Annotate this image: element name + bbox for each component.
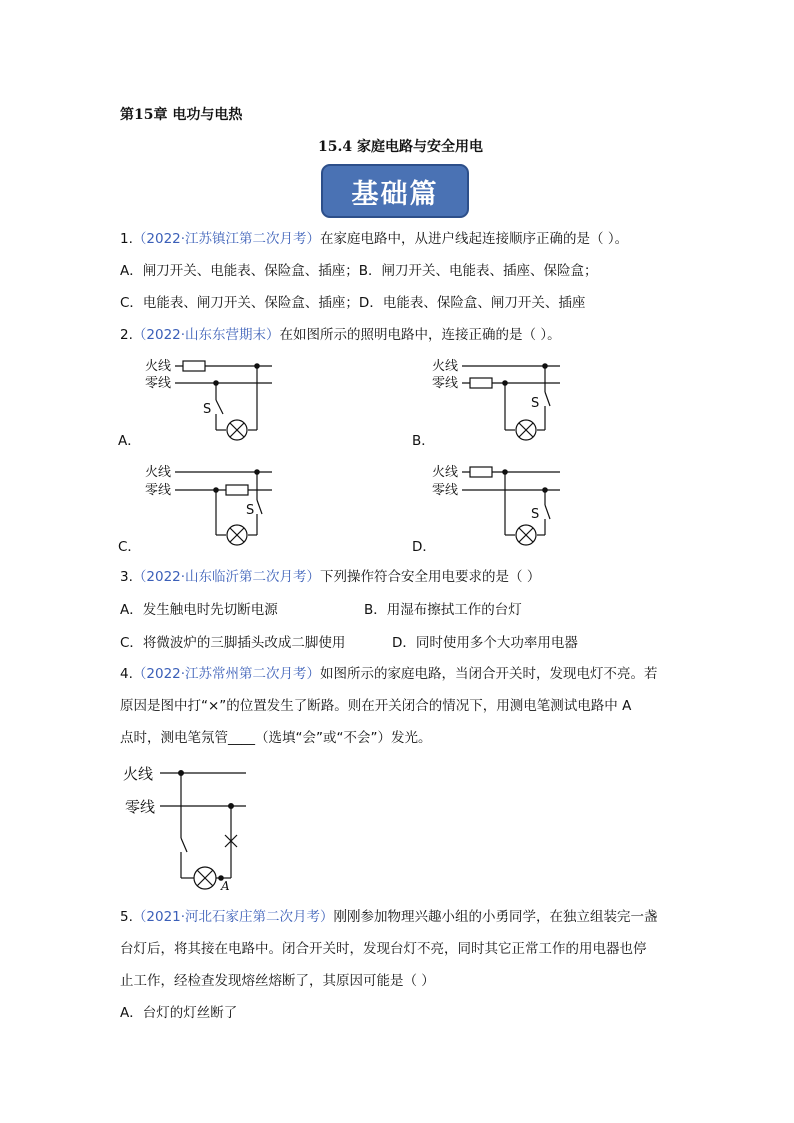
question-1-options-ab: A．闸刀开关、电能表、保险盒、插座；B．闸刀开关、电能表、插座、保险盒； <box>120 263 598 279</box>
question-5-line-3: 止工作，经检查发现熔丝熔断了，其原因可能是（ ） <box>120 973 435 989</box>
option-a-label: A． <box>118 433 141 449</box>
live-wire-label: 火线 <box>145 465 172 480</box>
question-4-line-3: 点时，测电笔氖管____（选填“会”或“不会”）发光。 <box>120 730 432 746</box>
question-number: 1. <box>120 231 133 247</box>
switch-label: S <box>531 507 540 522</box>
question-3-option-c: C．将微波炉的三脚插头改成二脚使用 <box>120 635 346 651</box>
question-source: （2021·河北石家庄第二次月考） <box>132 909 334 925</box>
chapter-title: 第15章 电功与电热 <box>120 107 243 123</box>
live-wire-label: 火线 <box>145 359 172 374</box>
live-wire-label: 火线 <box>432 465 459 480</box>
switch-label: S <box>203 402 212 417</box>
neutral-wire-label: 零线 <box>145 376 172 391</box>
circuit-diagram-d <box>462 467 560 545</box>
question-source: （2022·山东东营期末） <box>132 327 280 343</box>
option-c-label: C． <box>118 539 141 555</box>
question-4-circuit-diagram <box>160 771 246 889</box>
point-a-label: A <box>221 879 230 893</box>
option-b-label: B． <box>412 433 435 449</box>
circuit-diagram-b <box>462 364 560 440</box>
question-text: 刚刚参加物理兴趣小组的小勇同学，在独立组装完一盏 <box>333 909 658 925</box>
neutral-wire-label: 零线 <box>432 483 459 498</box>
question-5-stem <box>120 908 658 926</box>
question-3-option-d: D．同时使用多个大功率用电器 <box>392 635 578 651</box>
neutral-wire-label: 零线 <box>125 798 156 816</box>
question-text: 在家庭电路中，从进户线起连接顺序正确的是（ ）。 <box>320 231 629 247</box>
question-text: 下列操作符合安全用电要求的是（ ） <box>320 569 541 585</box>
question-source: （2022·江苏常州第二次月考） <box>132 666 321 682</box>
live-wire-label: 火线 <box>123 765 154 783</box>
question-number: 4. <box>120 666 133 682</box>
question-5-line-2: 台灯后，将其接在电路中。闭合开关时，发现台灯不亮，同时其它正常工作的用电器也停 <box>120 941 647 957</box>
question-number: 3. <box>120 569 133 585</box>
neutral-wire-label: 零线 <box>145 483 172 498</box>
question-4-line-2: 原因是图中打“×”的位置发生了断路。则在开关闭合的情况下，用测电笔测试电路中 A <box>120 698 632 714</box>
question-number: 5. <box>120 909 133 925</box>
question-source: （2022·江苏镇江第二次月考） <box>132 231 321 247</box>
question-3-stem <box>120 568 540 586</box>
question-3-option-b: B．用湿布擦拭工作的台灯 <box>364 602 522 618</box>
question-number: 2. <box>120 327 133 343</box>
circuit-diagram-a <box>175 361 272 440</box>
switch-label: S <box>246 503 255 518</box>
level-banner: 基础篇 <box>321 164 469 218</box>
live-wire-label: 火线 <box>432 359 459 374</box>
question-4-stem <box>120 665 658 683</box>
option-d-label: D． <box>412 539 436 555</box>
question-3-option-a: A．发生触电时先切断电源 <box>120 602 278 618</box>
neutral-wire-label: 零线 <box>432 376 459 391</box>
question-text: 在如图所示的照明电路中，连接正确的是（ ）。 <box>279 327 561 343</box>
section-title: 15.4 家庭电路与安全用电 <box>318 139 483 155</box>
question-source: （2022·山东临沂第二次月考） <box>132 569 321 585</box>
question-text: 如图所示的家庭电路，当闭合开关时，发现电灯不亮。若 <box>320 666 658 682</box>
circuit-diagram-c <box>175 470 272 545</box>
question-1-options-cd: C．电能表、闸刀开关、保险盒、插座；D．电能表、保险盒、闸刀开关、插座 <box>120 295 586 311</box>
switch-label: S <box>531 396 540 411</box>
question-5-option-a: A．台灯的灯丝断了 <box>120 1005 238 1021</box>
